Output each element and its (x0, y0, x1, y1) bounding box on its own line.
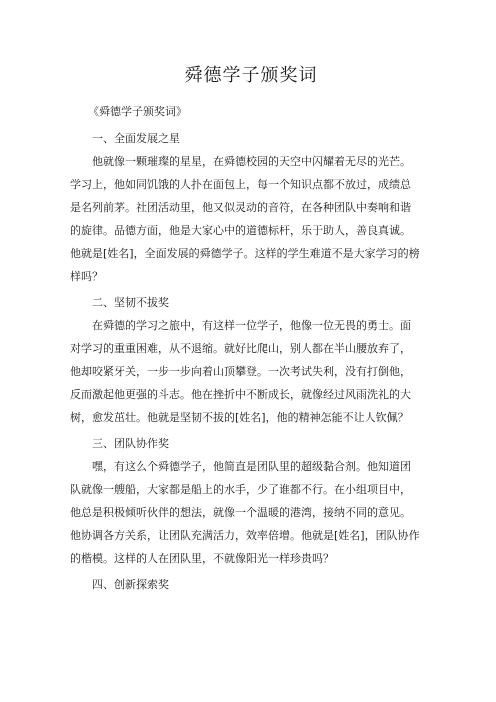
section-heading-4: 四、创新探索奖 (92, 578, 169, 591)
document-subtitle: 《舜德学子颁奖词》 (88, 105, 187, 118)
paragraph-line: 对学习的重重困难，从不退缩。就好比爬山，别人都在半山腰放弃了， (70, 342, 411, 355)
paragraph-line: 他协调各方关系，让团队充满活力，效率倍增。他就是[姓名]，团队协作 (70, 529, 420, 542)
document-title: 舜德学子颁奖词 (184, 65, 318, 86)
paragraph-line: 他却咬紧牙关，一步一步向着山顶攀登。一次考试失利，没有打倒他， (70, 365, 411, 378)
section-heading-2: 二、坚韧不拔奖 (92, 296, 169, 309)
section-heading-3: 三、团队协作奖 (92, 437, 169, 450)
paragraph-line: 他就是[姓名]，全面发展的舜德学子。这样的学生难道不是大家学习的榜 (70, 247, 420, 260)
section-heading-1: 一、全面发展之星 (92, 132, 180, 145)
paragraph-line: 队就像一艘船，大家都是船上的水手，少了谁都不行。在小组项目中， (70, 483, 411, 496)
paragraph-line: 学习上，他如同饥饿的人扑在面包上，每一个知识点都不放过，成绩总 (70, 178, 411, 191)
paragraph-line: 反而激起他更强的斗志。他在挫折中不断成长，就像经过风雨洗礼的大 (70, 388, 411, 401)
paragraph-line: 是名列前茅。社团活动里，他又似灵动的音符，在各种团队中奏响和谐 (70, 201, 411, 214)
paragraph-line: 树，愈发茁壮。他就是坚韧不拔的[姓名]，他的精神怎能不让人钦佩？ (70, 411, 409, 424)
paragraph-line: 他总是积极倾听伙伴的想法，就像一个温暖的港湾，接纳不同的意见。 (70, 506, 411, 519)
paragraph-line: 嘿，有这么个舜德学子，他简直是团队里的超级黏合剂。他知道团 (92, 460, 411, 473)
paragraph-line: 的楷模。这样的人在团队里，不就像阳光一样珍贵吗？ (70, 552, 334, 565)
paragraph-line: 在舜德的学习之旅中，有这样一位学子，他像一位无畏的勇士。面 (92, 319, 411, 332)
paragraph-line: 的旋律。品德方面，他是大家心中的道德标杆，乐于助人，善良真诚。 (70, 224, 411, 237)
paragraph-line: 他就像一颗璀璨的星星，在舜德校园的天空中闪耀着无尽的光芒。 (92, 155, 411, 168)
paragraph-line: 样吗？ (70, 270, 103, 283)
